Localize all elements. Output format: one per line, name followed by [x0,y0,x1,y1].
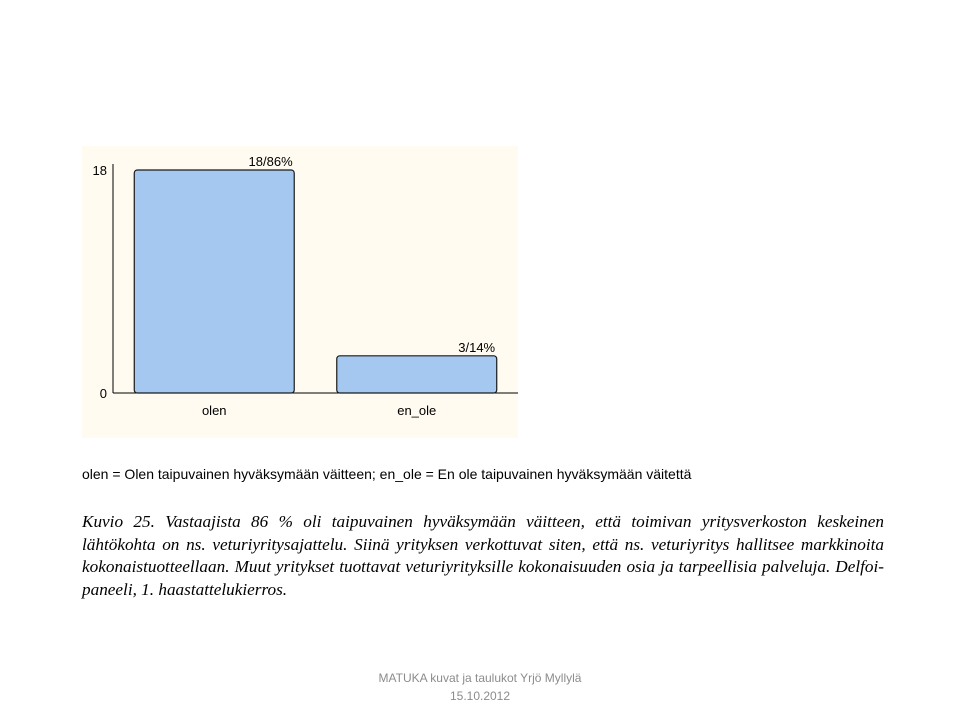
bar-value-label: 18/86% [248,154,293,169]
chart-panel [82,146,518,438]
footer-line-2: 15.10.2012 [449,689,511,703]
y-tick-label: 18 [92,163,107,178]
legend-text: olen = Olen taipuvainen hyväksymään väitteen; en_ole = En ole taipuvainen hyväksymään väitettä [82,466,692,482]
bar-value-label: 3/14% [458,339,496,355]
x-tick-label: olen [201,403,227,418]
footer [290,669,670,705]
footer-line-1: MATUKA kuvat ja taulukot Yrjö Myllylä [378,671,582,685]
bar-olen [134,170,294,393]
x-tick-label: en_ole [397,403,437,418]
figure-caption: Kuvio 25. Vastaajista 86 % oli taipuvainen hyväksymään väitteen, että toimivan yritysverkoston keskeinen lähtökohta on ns. veturiyritysajattelu. Siinä yrityksen verkottuvat siten, että ns. veturiyritys hallitsee markkinoita kokonaistuotteellaan. Muut yritykset tuottavat veturiyrityksille kokonaisuuden osia ja tarpeellisia palveluja. Delfoi-paneeli, 1. haastattelukierros. [82,512,884,599]
y-tick-label: 0 [99,386,107,401]
bar-en_ole [337,356,497,393]
bar-chart [82,146,518,438]
